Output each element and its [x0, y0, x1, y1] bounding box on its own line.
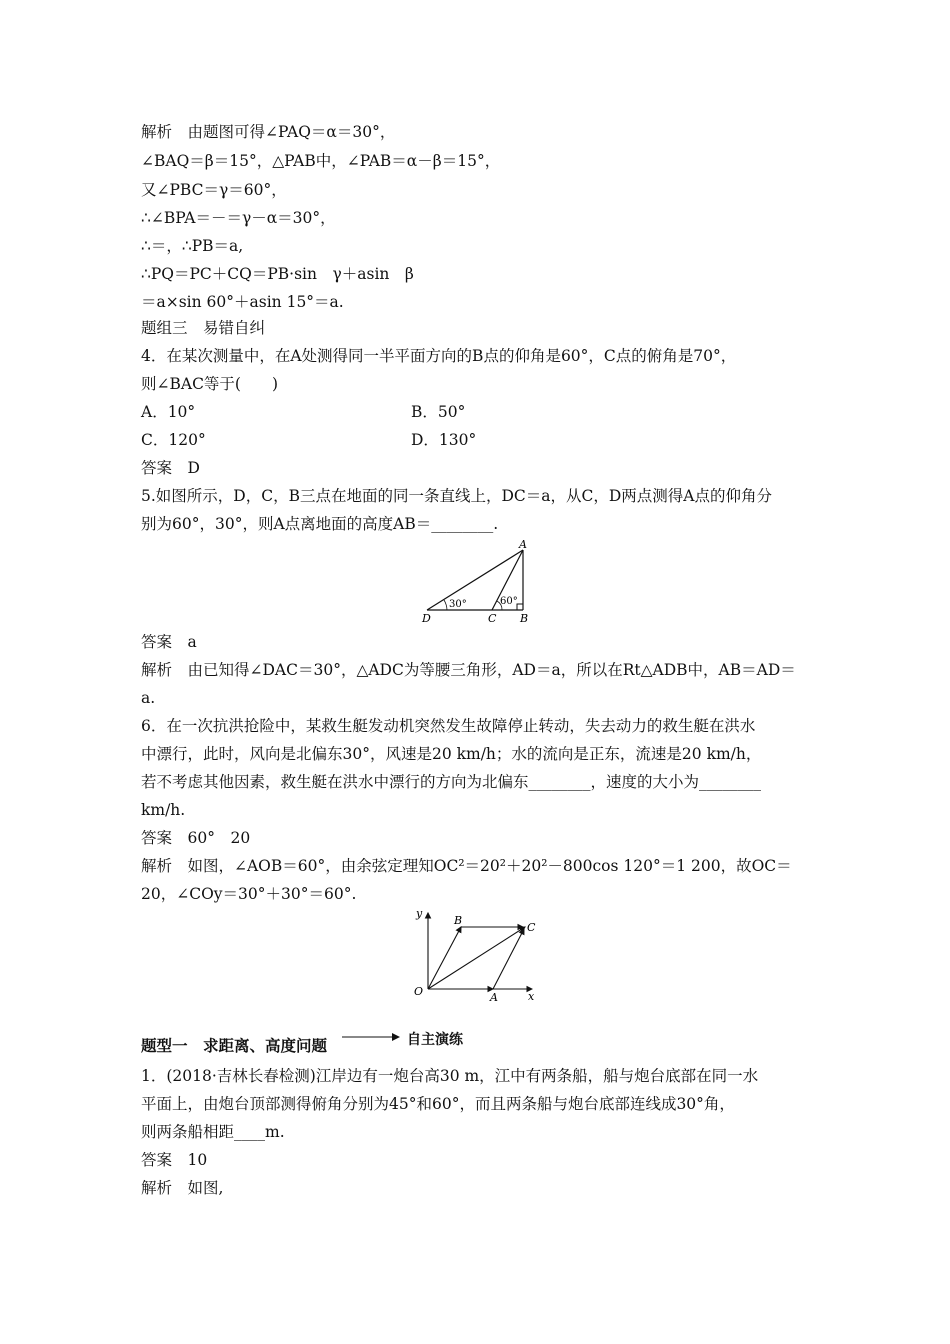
label-d: D: [422, 612, 431, 625]
q4-stem-line-1: 4．在某次测量中，在A处测得同一半平面方向的B点的仰角是60°，C点的俯角是70°，: [141, 347, 737, 365]
solution-line-6: ∴PQ＝PC＋CQ＝PB·sin γ＋asin β: [141, 265, 414, 283]
solution-line-1: 解析 由题图可得∠PAQ＝α＝30°，: [141, 123, 396, 141]
solution-line-3: 又∠PBC＝γ＝60°，: [141, 181, 287, 199]
q5-solution-line-1: 解析 由已知得∠DAC＝30°，△ADC为等腰三角形，AD＝a，所以在Rt△ADB中，AB＝AD＝: [141, 661, 796, 679]
q6-stem-line-2: 中漂行，此时，风向是北偏东30°，风速是20 km/h；水的流向是正东，流速是20 km/h，: [141, 745, 762, 763]
p1-stem-line-2: 平面上，由炮台顶部测得俯角分别为45°和60°，而且两条船与炮台底部连线成30°角，: [141, 1095, 735, 1113]
solution-line-7: ＝a×sin 60°＋asin 15°＝a.: [141, 293, 344, 311]
label-c: C: [488, 612, 497, 625]
label-y: y: [416, 907, 423, 920]
vector-oc: [428, 927, 525, 989]
solution-line-4: ∴∠BPA＝－＝γ－α＝30°，: [141, 209, 336, 227]
angle-arc-30: [444, 600, 447, 610]
q5-stem-line-2: 别为60°，30°，则A点离地面的高度AB＝________.: [141, 515, 499, 533]
q4-option-d: D．130°: [411, 431, 477, 449]
q6-stem-line-3: 若不考虑其他因素，救生艇在洪水中漂行的方向为北偏东________，速度的大小为________: [141, 773, 762, 791]
angle-label-30: 30°: [449, 599, 467, 610]
label-b: B: [520, 612, 529, 625]
q6-stem-line-4: km/h.: [141, 801, 186, 819]
arrow-icon: [342, 1031, 402, 1043]
label-b: B: [454, 914, 463, 927]
label-x: x: [528, 990, 535, 1003]
q4-answer: 答案 D: [141, 459, 200, 477]
label-c: C: [527, 921, 536, 934]
q6-solution-line-1: 解析 如图，∠AOB＝60°，由余弦定理知OC²＝20²＋20²－800cos 120°＝1 200，故OC＝: [141, 857, 792, 875]
label-a: A: [519, 540, 527, 551]
right-angle-mark: [517, 604, 523, 610]
solution-line-2: ∠BAQ＝β＝15°，△PAB中，∠PAB＝α－β＝15°，: [141, 152, 501, 170]
p1-stem-line-3: 则两条船相距____m.: [141, 1123, 285, 1141]
q5-stem-line-1: 5.如图所示，D，C，B三点在地面的同一条直线上，DC＝a，从C，D两点测得A点的仰角分: [141, 487, 772, 505]
q6-answer: 答案 60° 20: [141, 829, 251, 847]
label-o: O: [414, 985, 424, 998]
type-title: 题型一 求距离、高度问题: [141, 1036, 328, 1055]
q4-stem-line-2: 则∠BAC等于( ): [141, 375, 279, 393]
q5-triangle-figure: [415, 540, 545, 628]
vector-ob: [428, 927, 461, 989]
label-a: A: [490, 991, 498, 1004]
q6-vector-figure: [410, 905, 550, 1005]
angle-label-60: 60°: [500, 596, 518, 607]
q6-solution-line-2: 20，∠COy＝30°＋30°＝60°.: [141, 885, 357, 903]
p1-solution-line-1: 解析 如图,: [141, 1179, 224, 1197]
q4-option-a: A．10°: [141, 403, 196, 421]
solution-line-5: ∴＝，∴PB＝a,: [141, 237, 244, 255]
type-tag: 自主演练: [407, 1032, 463, 1048]
p1-stem-line-1: 1．(2018·吉林长春检测)江岸边有一炮台高30 m，江中有两条船，船与炮台底部在同一水: [141, 1067, 759, 1085]
p1-answer: 答案 10: [141, 1151, 208, 1169]
q4-option-c: C．120°: [141, 431, 206, 449]
q5-solution-line-2: a.: [141, 689, 156, 707]
q4-option-b: B．50°: [411, 403, 466, 421]
q6-stem-line-1: 6．在一次抗洪抢险中，某救生艇发动机突然发生故障停止转动，失去动力的救生艇在洪水: [141, 717, 756, 735]
q5-answer: 答案 a: [141, 633, 197, 651]
section-title: 题组三 易错自纠: [141, 319, 266, 337]
